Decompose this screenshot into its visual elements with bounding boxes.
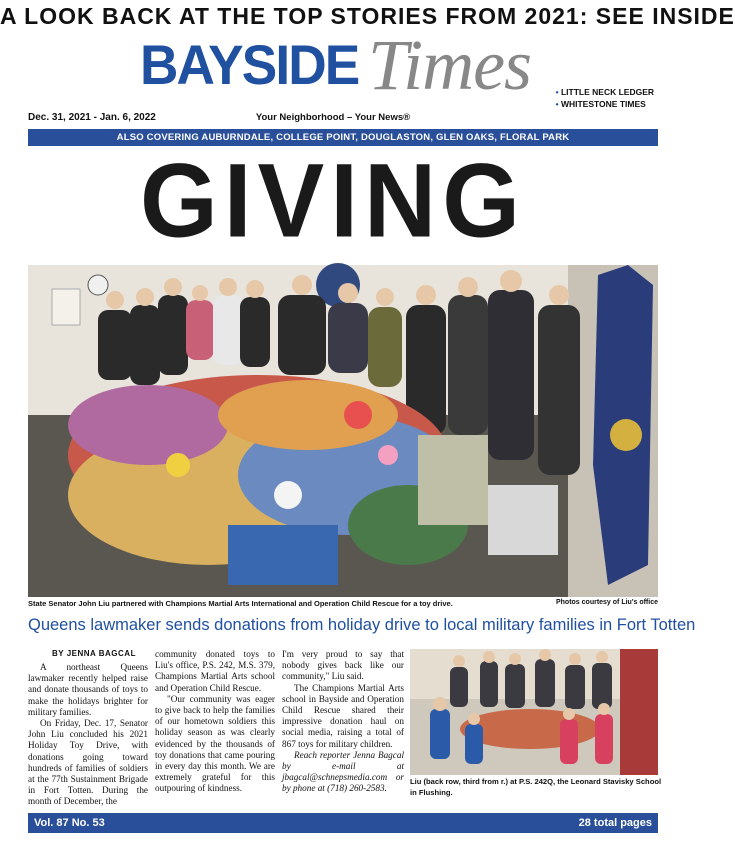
main-photo bbox=[28, 265, 658, 597]
page-count: 28 total pages bbox=[578, 817, 652, 829]
paragraph: A northeast Queens lawmaker recently helped raise and donate thousands of toys to make the holidays brighter for military families. bbox=[28, 662, 148, 717]
photo-caption: State Senator John Liu partnered with Champions Martial Arts International and Operation Child Rescue for a toy drive. bbox=[28, 599, 453, 608]
banner-text: A LOOK BACK AT THE TOP STORIES FROM 2021: bbox=[0, 3, 596, 29]
sister-papers bbox=[556, 86, 654, 110]
article-deck[interactable]: Queens lawmaker sends donations from holiday drive to local military families in Fort Totten bbox=[28, 616, 696, 634]
paragraph: community donated toys to Liu's office, P.S. 242, M.S. 379, Champions Martial Arts school and Operation Child Rescue. bbox=[155, 649, 275, 693]
masthead-logo bbox=[140, 25, 550, 110]
paragraph: "Our community was eager to give back to help the families of our hometown soldiers this holiday season as was clearly evidenced by the thousands of toy donations that came pouring in every day this month. We are extremely grateful for this outpouring of kindness. bbox=[155, 693, 275, 794]
article-column-1 bbox=[28, 662, 148, 808]
sister-paper-2: • WHITESTONE TIMES bbox=[555, 99, 646, 109]
photo-credit: Photos courtesy of Liu's office bbox=[555, 599, 658, 606]
volume-number: Vol. 87 No. 53 bbox=[34, 817, 105, 829]
main-headline[interactable]: GIVING bbox=[139, 142, 527, 260]
masthead-times: Times bbox=[368, 25, 532, 105]
reporter-contact: Reach reporter Jenna Bagcal by e-mail at jbagcal@schnepsmedia.com or by phone at (718) 260-2583. bbox=[282, 749, 404, 794]
paragraph: I'm very proud to say that nobody gives back like our community," Liu said. bbox=[282, 649, 404, 682]
coverage-bar: ALSO COVERING AUBURNDALE, COLLEGE POINT, DOUGLASTON, GLEN OAKS, FLORAL PARK bbox=[28, 129, 658, 146]
inset-caption: Liu (back row, third from r.) at P.S. 242Q, the Leonard Stavisky School in Flushing. bbox=[410, 777, 662, 797]
article-column-2 bbox=[155, 649, 275, 795]
paragraph: On Friday, Dec. 17, Senator John Liu concluded his 2021 Holiday Toy Drive, with donations going toward hundreds of families of soldiers at the 77th Sustainment Brigade in Fort Totten. During the month of December, the bbox=[28, 718, 148, 807]
banner-see-inside: SEE INSIDE bbox=[595, 3, 735, 29]
footer-bar bbox=[28, 813, 658, 833]
sister-paper-1: • LITTLE NECK LEDGER bbox=[555, 87, 654, 97]
tagline: Your Neighborhood – Your News® bbox=[255, 112, 411, 123]
issue-date: Dec. 31, 2021 - Jan. 6, 2022 bbox=[28, 112, 156, 123]
article-column-3 bbox=[282, 649, 404, 795]
paragraph: The Champions Martial Arts school in Bayside and Operation Child Rescue shared their impressive donation haul on social media, raising a total of 867 toys for military children. bbox=[282, 682, 404, 749]
inset-photo bbox=[410, 649, 658, 775]
byline: BY JENNA BAGCAL bbox=[52, 649, 136, 658]
masthead-bayside: BAYSIDE bbox=[140, 33, 359, 96]
top-banner[interactable] bbox=[0, 0, 735, 32]
